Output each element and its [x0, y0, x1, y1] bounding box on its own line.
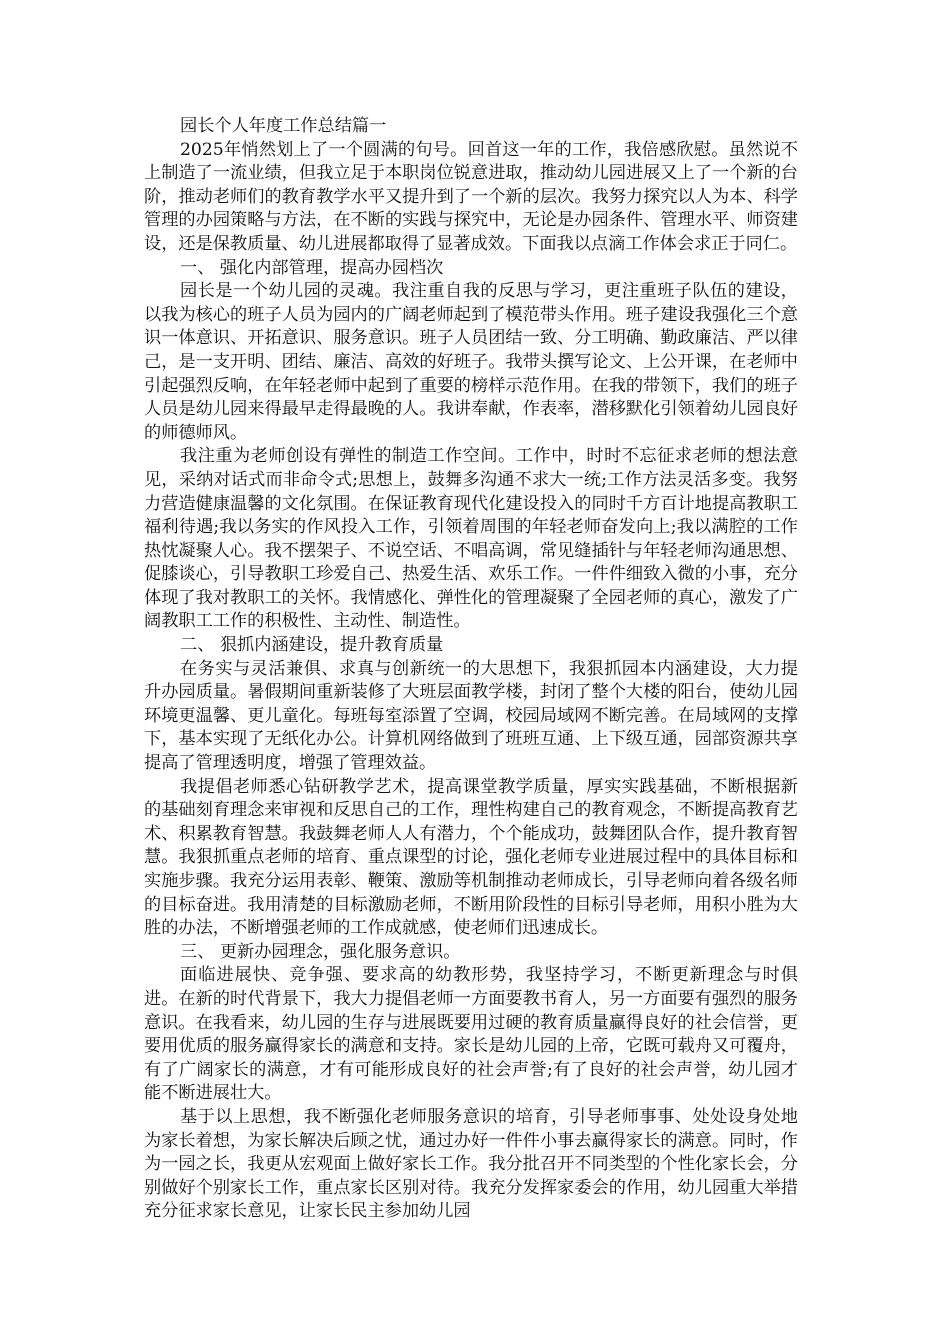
paragraph-teaching-quality: 我提倡老师悉心钻研教学艺术，提高课堂教学质量，厚实实践基础，不断根据新的基础刻育理念来审视和反思自己的工作，理性构建自己的教育观念，不断提高教育艺术、积累教育智慧。我鼓舞老师人人有潜力，个个能成功，鼓舞团队合作，提升教育智慧。我狠抓重点老师的培育、重点课型的讨论，强化老师专业进展过程中的具体目标和实施步骤。我充分运用表彰、鞭策、激励等机制推动老师成长，引导老师向着各级名师的目标奋进。我用清楚的目标激励老师，不断用阶段性的目标引导老师，用积小胜为大胜的办法，不断增强老师的工作成就感，使老师们迅速成长。 — [144, 776, 798, 939]
section-heading-2: 二、 狠抓内涵建设，提升教育质量 — [180, 635, 444, 656]
paragraph-work-space: 我注重为老师创设有弹性的制造工作空间。工作中，时时不忘征求老师的想法意见，采纳对话式而非命令式;思想上，鼓舞多沟通不求大一统;工作方法灵活多变。我努力营造健康温馨的文化氛围。在保证教育现代化建设投入的同时千方百计地提高教职工福利待遇;我以务实的作风投入工作，引领着周围的年轻老师奋发向上;我以满腔的工作热忱凝聚人心。我不摆架子、不说空话、不唱高调，常见缝插针与年轻老师沟通思想、促膝谈心，引导教职工珍爱自己、热爱生活、欢乐工作。一件件细致入微的小事，充分体现了我对教职工的关怀。我情感化、弹性化的管理凝聚了全园老师的真心，激发了广阔教职工工作的积极性、主动性、制造性。 — [144, 446, 798, 632]
paragraph-intro: 2025年悄然划上了一个圆满的句号。回首这一年的工作，我倍感欣慰。虽然说不上制造了一流业绩，但我立足于本职岗位锐意进取，推动幼儿园进展又上了一个新的台阶，推动老师们的教育教学水平又提升到了一个新的层次。我努力探究以人为本、科学管理的办园策略与方法，在不断的实践与探究中，无论是办园条件、管理水平、师资建设，还是保教质量、幼儿进展都取得了显著成效。下面我以点滴工作体会求正于同仁。 — [144, 139, 798, 254]
paragraph-parent-work: 基于以上思想，我不断强化老师服务意识的培育，引导老师事事、处处设身处地为家长着想，为家长解决后顾之忧，通过办好一件件小事去赢得家长的满意。同时，作为一园之长，我更从宏观面上做好家长工作。我分批召开不同类型的个性化家长会，分别做好个别家长工作，重点家长区别对待。我充分发挥家委会的作用，幼儿园重大举措充分征求家长意见，让家长民主参加幼儿园 — [144, 1106, 798, 1222]
document-title: 园长个人年度工作总结篇一 — [180, 116, 387, 136]
paragraph-service-awareness: 面临进展快、竞争强、要求高的幼教形势，我坚持学习，不断更新理念与时俱进。在新的时代背景下，我大力提倡老师一方面要教书育人，另一方面要有强烈的服务意识。在我看来，幼儿园的生存与进展既要用过硬的教育质量赢得良好的社会信誉，更要用优质的服务赢得家长的满意和支持。家长是幼儿园的上帝，它既可载舟又可覆舟，有了广阔家长的满意，才有可能形成良好的社会声誉;有了良好的社会声誉，幼儿园才能不断进展壮大。 — [144, 965, 798, 1104]
paragraph-leadership: 园长是一个幼儿园的灵魂。我注重自我的反思与学习，更注重班子队伍的建设，以我为核心的班子人员为园内的广阔老师起到了模范带头作用。班子建设我强化三个意识一体意识、开拓意识、服务意识。班子人员团结一致、分工明确、勤政廉洁、严以律己，是一支开明、团结、廉洁、高效的好班子。我带头撰写论文、上公开课，在老师中引起强烈反响，在年轻老师中起到了重要的榜样示范作用。在我的带领下，我们的班子人员是幼儿园来得最早走得最晚的人。我讲奉献，作表率，潜移默化引领着幼儿园良好的师德师风。 — [144, 281, 798, 443]
paragraph-infrastructure: 在务实与灵活兼俱、求真与创新统一的大思想下，我狠抓园本内涵建设，大力提升办园质量。暑假期间重新装修了大班层面教学楼，封闭了整个大楼的阳台，使幼儿园环境更温馨、更儿童化。每班每室添置了空调，校园局域网不断完善。在局域网的支撑下，基本实现了无纸化办公。计算机网络做到了班班互通、上下级互通，园部资源共享提高了管理透明度，增强了管理效益。 — [144, 658, 798, 774]
document-body — [144, 115, 798, 1224]
section-heading-1: 一、 强化内部管理，提高办园档次 — [180, 257, 444, 278]
section-heading-3: 三、 更新办园理念，强化服务意识。 — [180, 941, 461, 962]
